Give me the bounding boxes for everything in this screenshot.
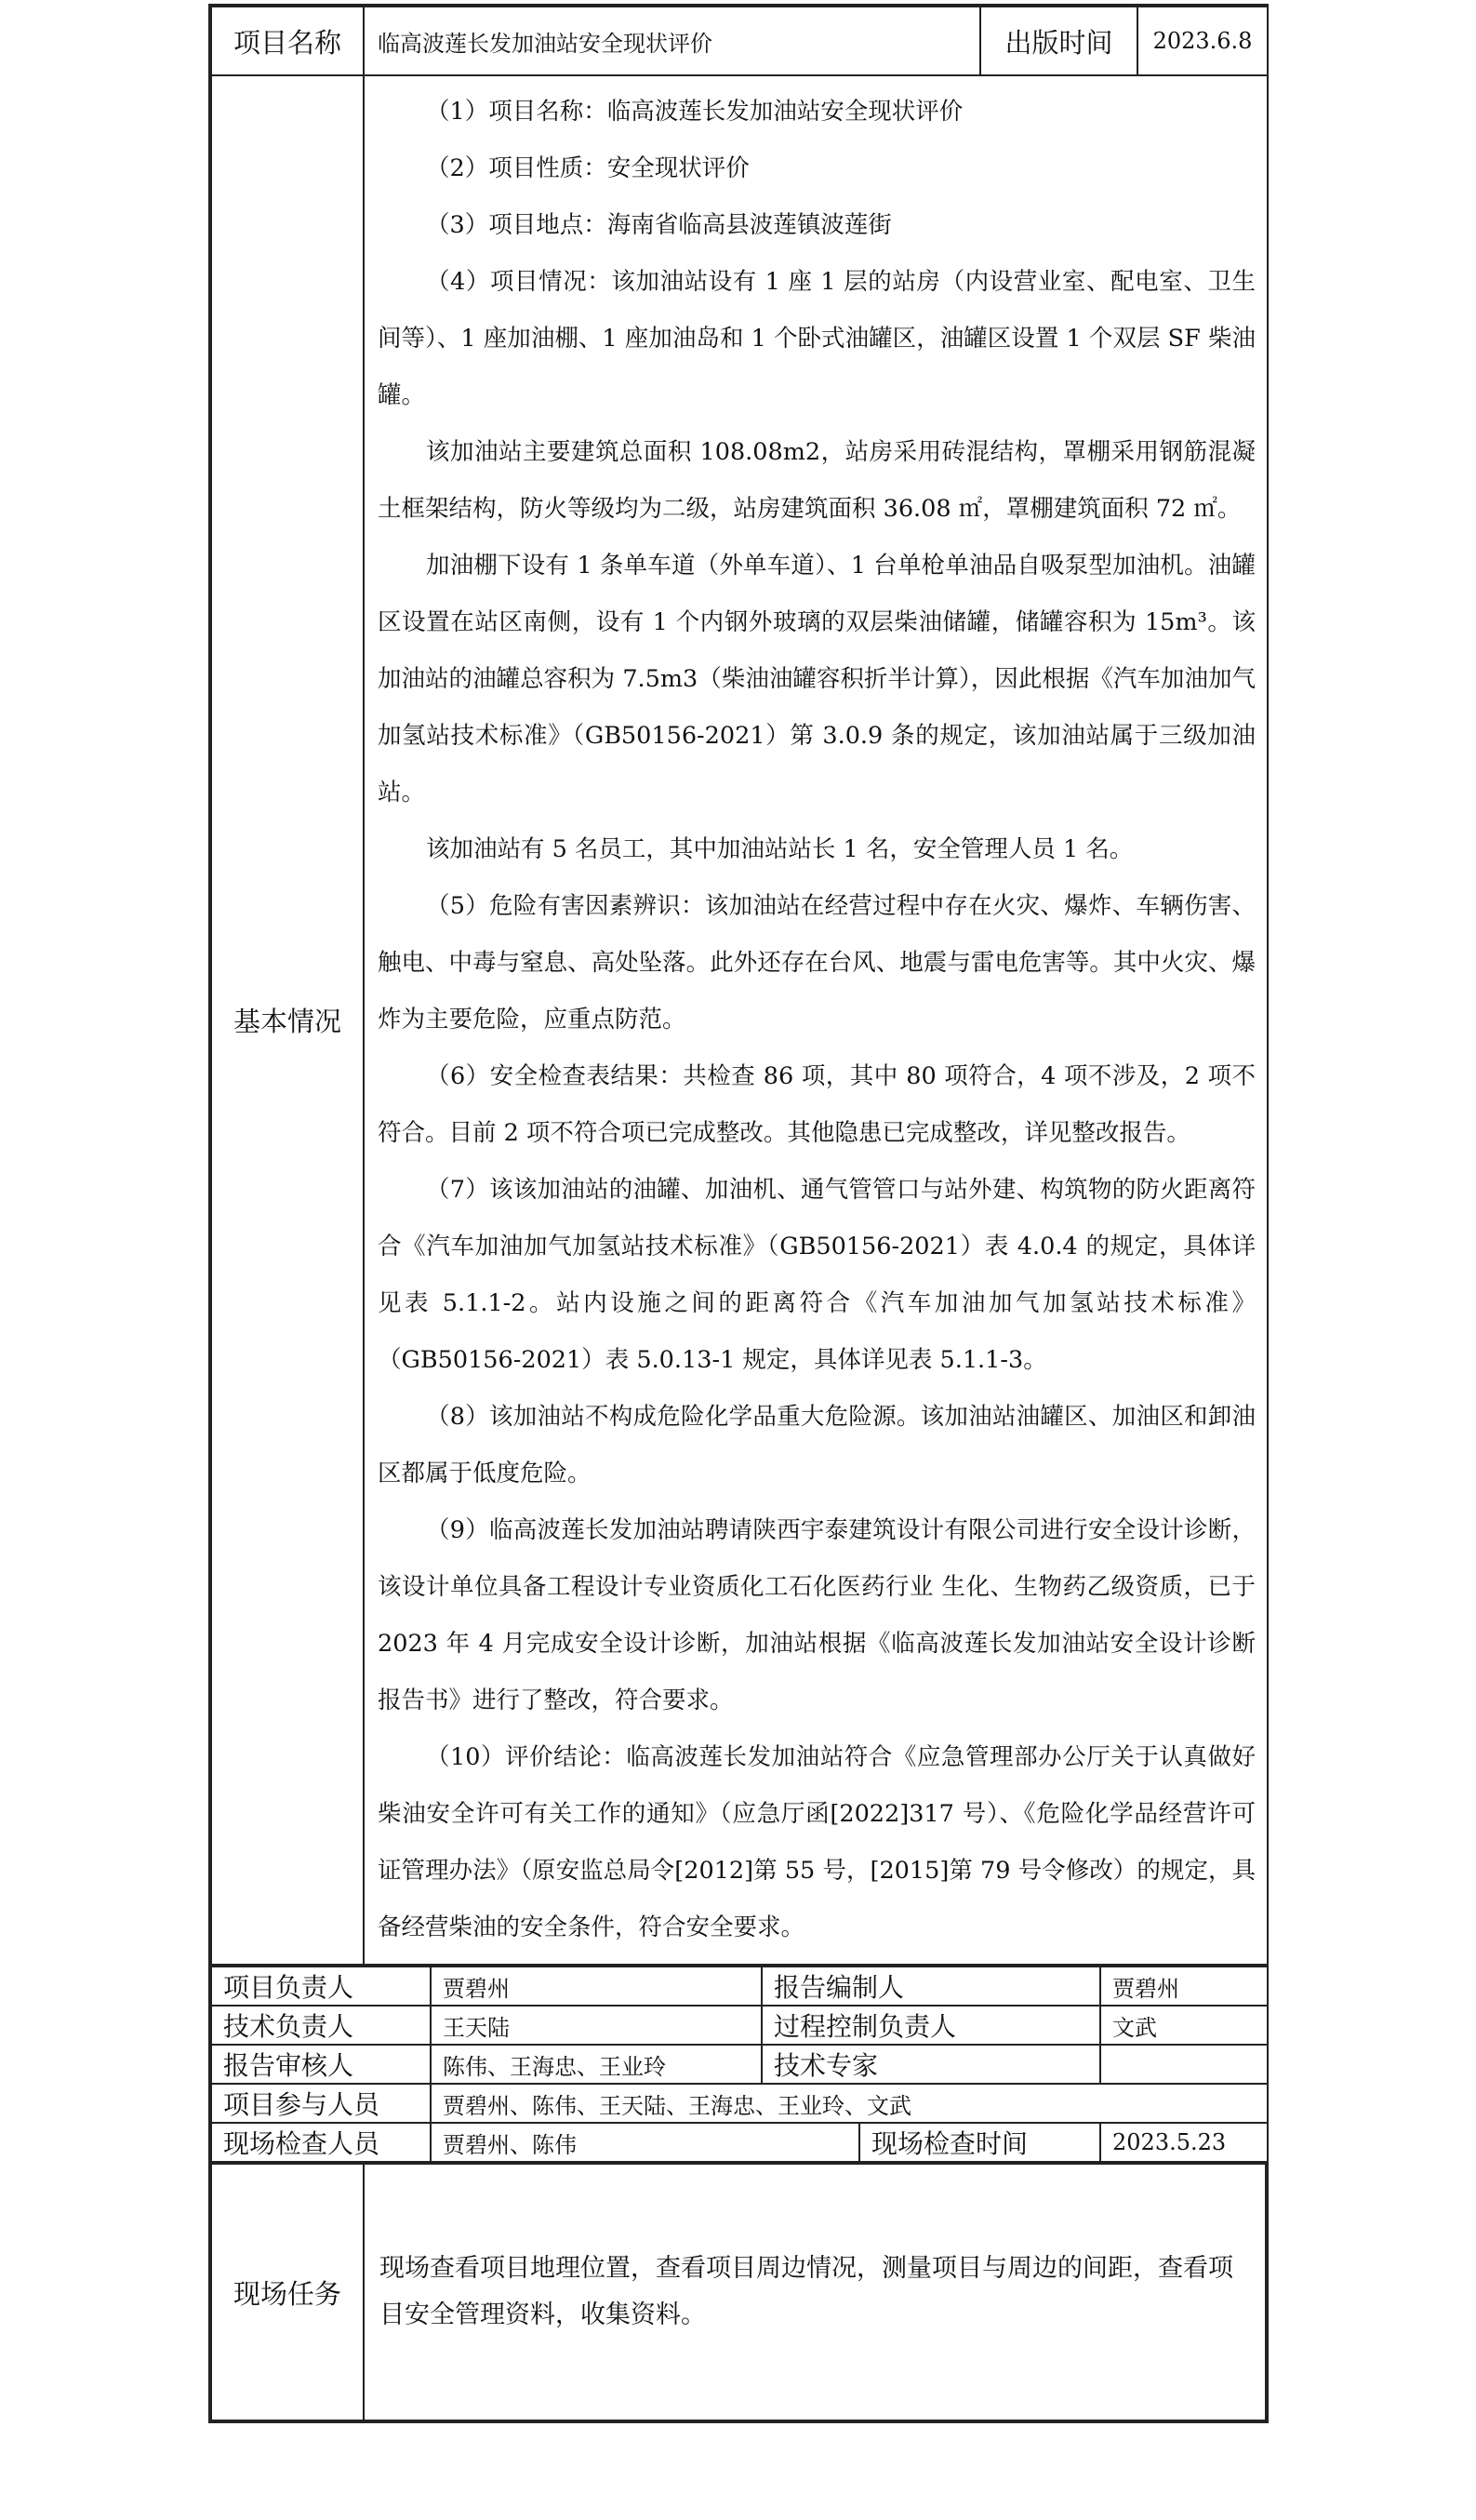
basic-info-content [364, 75, 1268, 1965]
info-paragraph: （2）项目性质：安全现状评价 [426, 154, 750, 182]
info-paragraph: （10）评价结论：临高波莲长发加油站符合《应急管理部办公厅关于认真做好柴油安全许可有关工作的通知》（应急厅函[2022]317 号）、《危险化学品经营许可证管理办法》（原安监总局令[2012]第 55 号，[2015]第 79 号令修改）的规定，具备经营柴油的安全条件，符合安全要求。 [378, 1743, 1256, 1941]
tech-leader-label: 技术负责人 [211, 2006, 431, 2045]
report-author-label: 报告编制人 [762, 1967, 1100, 2006]
project-name-label: 项目名称 [211, 7, 364, 75]
process-control-label: 过程控制负责人 [762, 2006, 1100, 2045]
reviewer-value: 陈伟、王海忠、王业玲 [431, 2045, 762, 2084]
site-task-table [210, 2163, 1267, 2421]
main-table [210, 6, 1269, 1966]
personnel-row [211, 2006, 1268, 2045]
info-paragraph: （6）安全检查表结果：共检查 86 项，其中 80 项符合，4 项不涉及，2 项不符合。目前 2 项不符合项已完成整改。其他隐患已完成整改，详见整改报告。 [378, 1062, 1256, 1147]
project-leader-value: 贾碧州 [431, 1967, 762, 2006]
site-task-text: 现场查看项目地理位置，查看项目周边情况，测量项目与周边的间距，查看项目安全管理资料，收集资料。 [364, 2164, 1266, 2420]
info-paragraph: 该加油站有 5 名员工，其中加油站站长 1 名，安全管理人员 1 名。 [426, 835, 1134, 863]
participants-value: 贾碧州、陈伟、王天陆、王海忠、王业玲、文武 [431, 2084, 1268, 2123]
publish-time-label: 出版时间 [980, 7, 1137, 75]
site-task-label: 现场任务 [211, 2164, 364, 2420]
reviewer-label: 报告审核人 [211, 2045, 431, 2084]
info-paragraph: （8）该加油站不构成危险化学品重大危险源。该加油站油罐区、加油区和卸油区都属于低度危险。 [378, 1403, 1256, 1487]
evaluation-form [208, 4, 1269, 2423]
info-paragraph: （3）项目地点：海南省临高县波莲镇波莲街 [426, 211, 892, 239]
info-paragraph: 该加油站主要建筑总面积 108.08m2，站房采用砖混结构，罩棚采用钢筋混凝土框架结构，防火等级均为二级，站房建筑面积 36.08 ㎡，罩棚建筑面积 72 ㎡。 [378, 438, 1256, 523]
info-paragraph: （1）项目名称：临高波莲长发加油站安全现状评价 [426, 98, 964, 126]
personnel-row [211, 2123, 1268, 2162]
tech-expert-label: 技术专家 [762, 2045, 1100, 2084]
participants-label: 项目参与人员 [211, 2084, 431, 2123]
info-paragraph: 加油棚下设有 1 条单车道（外单车道）、1 台单枪单油品自吸泵型加油机。油罐区设置在站区南侧，设有 1 个内钢外玻璃的双层柴油储罐，储罐容积为 15m³。该加油站的油罐总容积为 7.5m3（柴油油罐容积折半计算），因此根据《汽车加油加气加氢站技术标准》（GB50156-2021）第 3.0.9 条的规定，该加油站属于三级加油站。 [378, 552, 1256, 807]
inspect-time-value: 2023.5.23 [1100, 2123, 1268, 2162]
publish-time-value: 2023.6.8 [1137, 7, 1268, 75]
process-control-value: 文武 [1100, 2006, 1268, 2045]
info-paragraph: （9）临高波莲长发加油站聘请陕西宇泰建筑设计有限公司进行安全设计诊断，该设计单位具备工程设计专业资质化工石化医药行业 生化、生物药乙级资质，已于 2023 年 4 月完成安全设计诊断，加油站根据《临高波莲长发加油站安全设计诊断报告书》进行了整改，符合要求。 [378, 1516, 1256, 1714]
personnel-row [211, 2045, 1268, 2084]
inspectors-value: 贾碧州、陈伟 [431, 2123, 859, 2162]
report-author-value: 贾碧州 [1100, 1967, 1268, 2006]
header-row [211, 7, 1268, 75]
personnel-row [211, 2084, 1268, 2123]
info-paragraph: （5）危险有害因素辨识：该加油站在经营过程中存在火灾、爆炸、车辆伤害、触电、中毒与窒息、高处坠落。此外还存在台风、地震与雷电危害等。其中火灾、爆炸为主要危险，应重点防范。 [378, 892, 1256, 1033]
inspectors-label: 现场检查人员 [211, 2123, 431, 2162]
basic-info-row [211, 75, 1268, 1965]
project-name-value: 临高波莲长发加油站安全现状评价 [364, 7, 980, 75]
info-paragraph: （4）项目情况：该加油站设有 1 座 1 层的站房（内设营业室、配电室、卫生间等）、1 座加油棚、1 座加油岛和 1 个卧式油罐区，油罐区设置 1 个双层 SF 柴油罐。 [378, 268, 1256, 409]
project-leader-label: 项目负责人 [211, 1967, 431, 2006]
personnel-table [210, 1966, 1269, 2163]
site-task-row [211, 2164, 1266, 2420]
info-paragraph: （7）该该加油站的油罐、加油机、通气管管口与站外建、构筑物的防火距离符合《汽车加油加气加氢站技术标准》（GB50156-2021）表 4.0.4 的规定，具体详见表 5.1.1-2。站内设施之间的距离符合《汽车加油加气加氢站技术标准》（GB50156-2021）表 5.0.13-1 规定，具体详见表 5.1.1-3。 [378, 1176, 1256, 1374]
tech-leader-value: 王天陆 [431, 2006, 762, 2045]
basic-info-label: 基本情况 [211, 75, 364, 1965]
inspect-time-label: 现场检查时间 [859, 2123, 1100, 2162]
personnel-row [211, 1967, 1268, 2006]
tech-expert-value [1100, 2045, 1268, 2084]
